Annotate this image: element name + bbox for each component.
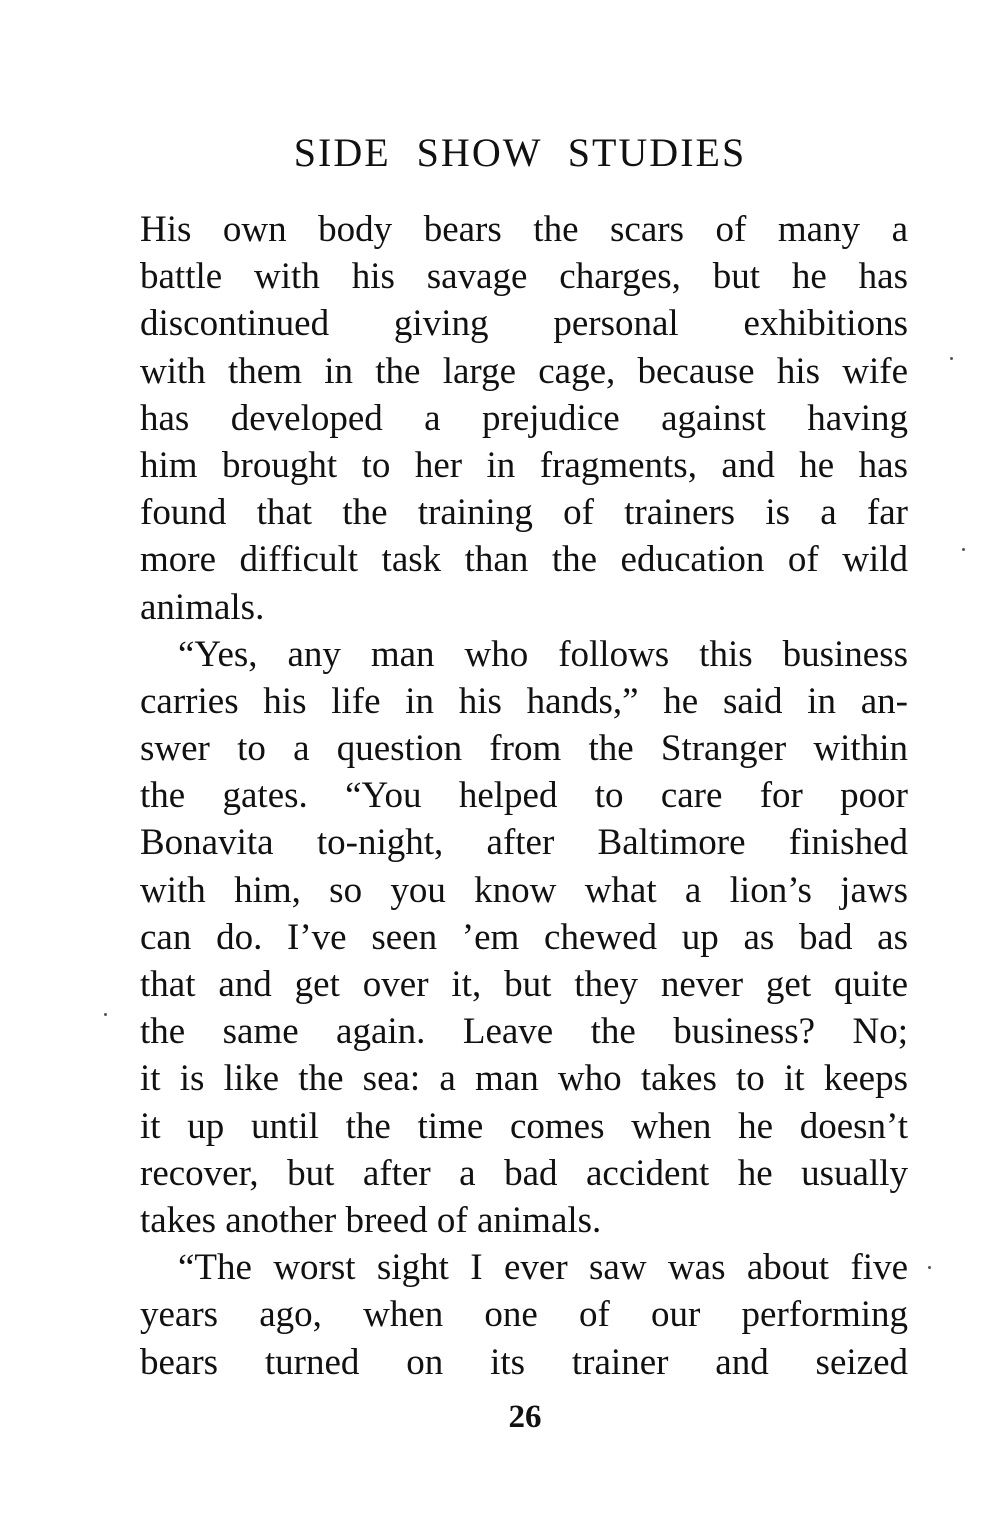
text-line: more difficult task than the education of wild	[140, 539, 908, 581]
text-line: recover, but after a bad accident he usually	[140, 1152, 908, 1194]
text-line: battle with his savage charges, but he has	[140, 256, 908, 298]
text-line: can do. I’ve seen ’em chewed up as bad as	[140, 916, 908, 958]
text-line: with him, so you know what a lion’s jaws	[140, 869, 908, 911]
text-line: discontinued giving personal exhibitions	[140, 303, 908, 345]
text-line: years ago, when one of our performing	[140, 1294, 908, 1336]
text-line: takes another breed of animals.	[140, 1199, 602, 1241]
text-line: Bonavita to-night, after Baltimore finished	[140, 822, 908, 864]
text-line: the gates. “You helped to care for poor	[140, 775, 908, 817]
text-line: His own body bears the scars of many a	[140, 209, 908, 250]
paper-speck	[104, 1013, 107, 1016]
text-line: found that the training of trainers is a far	[140, 492, 908, 534]
text-line: bears turned on its trainer and seized	[140, 1341, 908, 1383]
body-text	[140, 206, 908, 1386]
text-line: carries his life in his hands,” he said in an-	[140, 680, 908, 722]
page-number: 26	[508, 1399, 542, 1435]
text-line: it up until the time comes when he doesn’t	[140, 1105, 908, 1147]
text-line: “Yes, any man who follows this business	[178, 633, 908, 675]
paper-speck	[950, 357, 953, 360]
text-line: swer to a question from the Stranger within	[140, 728, 908, 770]
text-line: has developed a prejudice against having	[140, 397, 908, 439]
text-line: him brought to her in fragments, and he has	[140, 444, 908, 486]
text-line: that and get over it, but they never get quite	[140, 964, 908, 1005]
text-line: animals.	[140, 586, 265, 628]
text-line: it is like the sea: a man who takes to it keeps	[140, 1058, 908, 1100]
text-line: with them in the large cage, because his wife	[140, 350, 908, 392]
text-line: “The worst sight I ever saw was about five	[178, 1247, 908, 1289]
text-line: the same again. Leave the business? No;	[140, 1011, 908, 1053]
paper-speck	[962, 548, 965, 551]
running-head: SIDE SHOW STUDIES	[293, 130, 747, 175]
paper-speck	[928, 1266, 931, 1269]
